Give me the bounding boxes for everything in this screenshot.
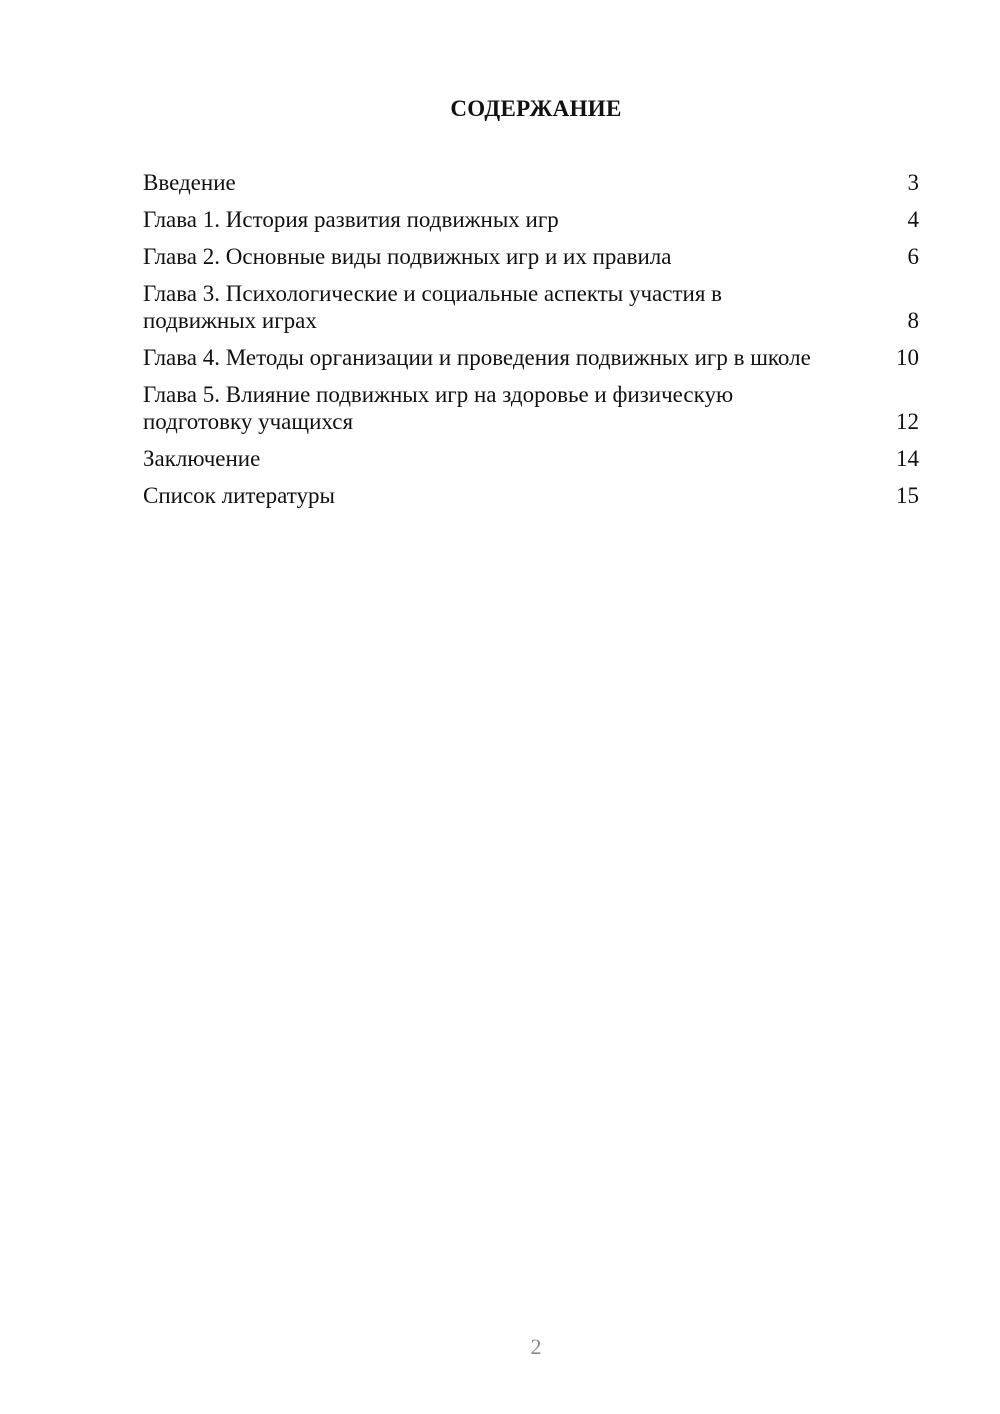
toc-entry-conclusion[interactable] xyxy=(143,445,919,472)
toc-entry-page: 4 xyxy=(907,207,919,232)
toc-entry-page: 15 xyxy=(896,483,919,508)
toc-entry-chapter-5[interactable] xyxy=(143,381,919,435)
toc-entry-page: 8 xyxy=(907,308,919,333)
toc-entry-title: Глава 5. Влияние подвижных игр на здоровье и физическую подготовку учащихся xyxy=(143,382,734,434)
toc-entry-page: 3 xyxy=(907,170,919,195)
toc-entry-page: 6 xyxy=(907,244,919,269)
table-of-contents xyxy=(143,169,919,519)
toc-entry-chapter-4[interactable] xyxy=(143,344,919,371)
toc-entry-chapter-2[interactable] xyxy=(143,243,919,270)
toc-entry-chapter-3[interactable] xyxy=(143,280,919,334)
toc-entry-introduction[interactable] xyxy=(143,169,919,196)
page-title: СОДЕРЖАНИЕ xyxy=(450,96,622,121)
toc-entry-page: 12 xyxy=(896,409,919,434)
toc-entry-title: Глава 4. Методы организации и проведения подвижных игр в школе xyxy=(143,345,811,370)
toc-entry-references[interactable] xyxy=(143,482,919,509)
toc-entry-title: Заключение xyxy=(143,446,261,471)
toc-entry-title: Глава 2. Основные виды подвижных игр и их правила xyxy=(143,244,672,269)
page-number: 2 xyxy=(530,1334,542,1359)
toc-entry-title: Введение xyxy=(143,170,236,195)
toc-entry-page: 14 xyxy=(896,446,919,471)
toc-entry-page: 10 xyxy=(896,345,919,370)
toc-entry-title: Список литературы xyxy=(143,483,335,508)
toc-entry-chapter-1[interactable] xyxy=(143,206,919,233)
toc-entry-title: Глава 1. История развития подвижных игр xyxy=(143,207,559,232)
toc-entry-title: Глава 3. Психологические и социальные аспекты участия в подвижных играх xyxy=(143,281,723,333)
